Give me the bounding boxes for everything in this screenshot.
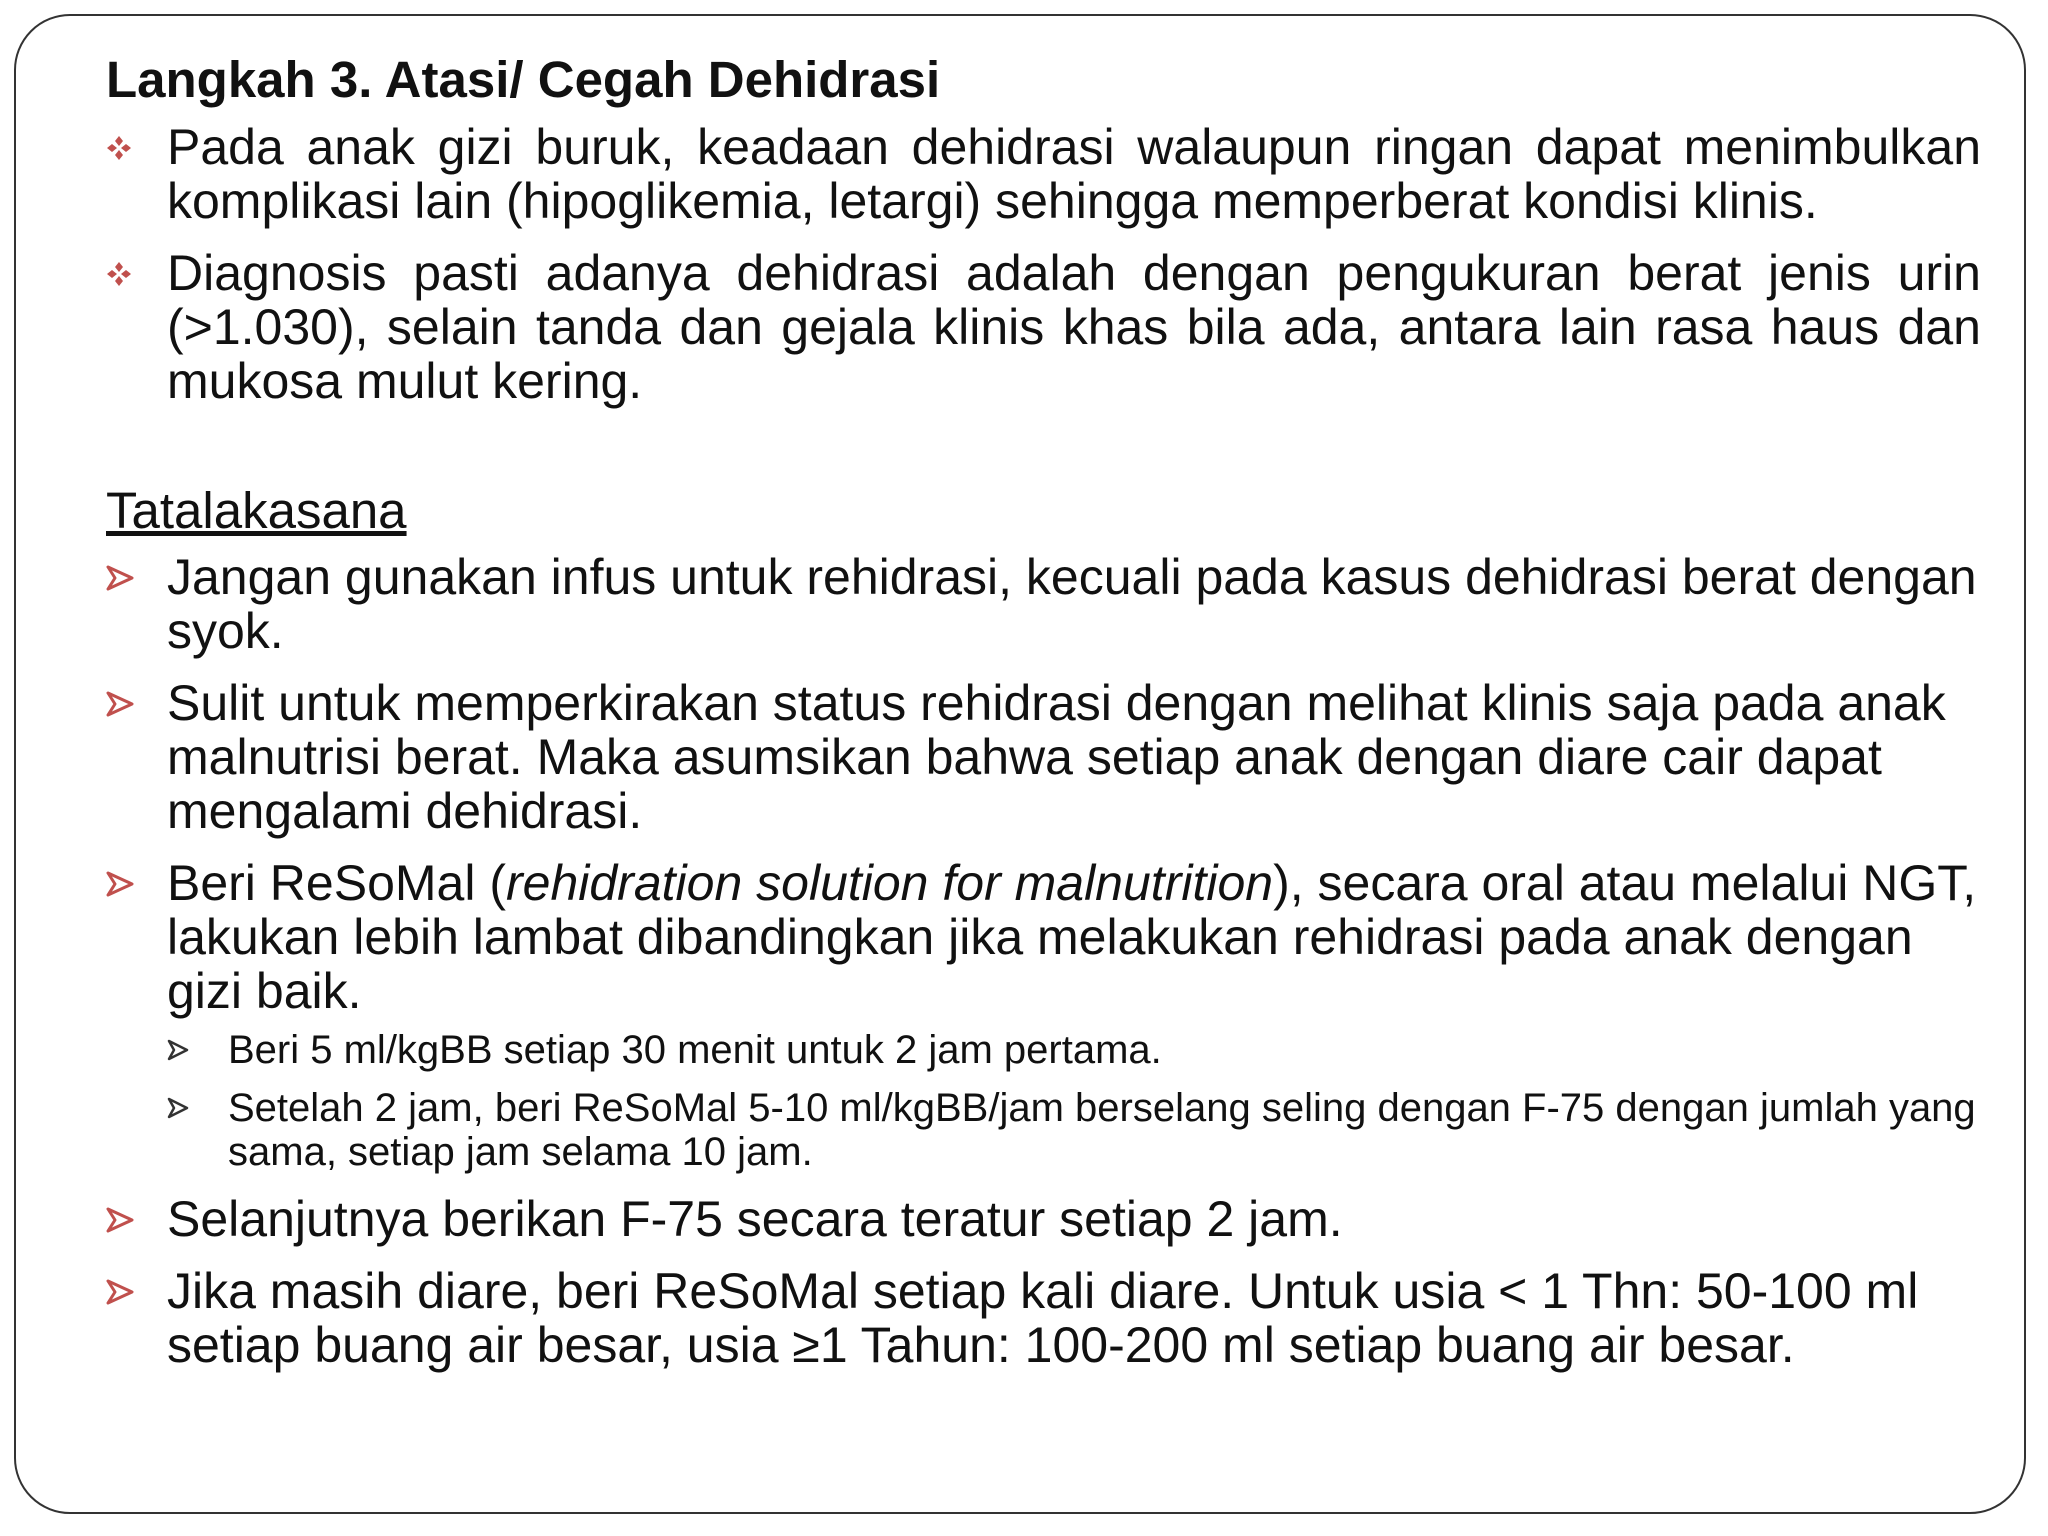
list-item [106,1264,1981,1372]
list-item [106,676,1981,838]
sub-bullet-text: Setelah 2 jam, beri ReSoMal 5-10 ml/kgBB/jam berselang seling dengan F-75 dengan jumlah yang sama, setiap jam selama 10 jam. [228,1086,1976,1174]
intro-bullet-list [106,120,1981,408]
bullet-text: Jangan gunakan infus untuk rehidrasi, kecuali pada kasus dehidrasi berat dengan syok. [167,549,1977,659]
dosage-sublist [167,1028,1981,1174]
list-item [106,120,1981,228]
slide-frame [14,14,2026,1514]
bullet-text-suffix: ), secara oral atau melalui NGT, lakukan lebih lambat dibandingkan jika melakukan rehidrasi pada anak dengan gizi baik. [167,855,1977,1019]
arrowhead-bullet-icon [106,676,146,717]
management-list [106,550,1981,1372]
arrowhead-bullet-icon [106,1192,146,1233]
arrowhead-bullet-icon [167,1028,207,1061]
bullet-text: Pada anak gizi buruk, keadaan dehidrasi walaupun ringan dapat menimbulkan komplikasi lain (hipoglikemia, letargi) sehingga memperberat kondisi klinis. [167,119,1981,229]
list-item [106,856,1981,1174]
list-item [106,1192,1981,1246]
arrowhead-bullet-icon [106,1264,146,1305]
bullet-text: Selanjutnya berikan F-75 secara teratur setiap 2 jam. [167,1191,1343,1247]
list-item [167,1028,1981,1072]
bullet-text: Jika masih diare, beri ReSoMal setiap kali diare. Untuk usia < 1 Thn: 50-100 ml setiap buang air besar, usia ≥1 Tahun: 100-200 ml setiap buang air besar. [167,1263,1919,1373]
slide-heading: Langkah 3. Atasi/ Cegah Dehidrasi [106,51,941,108]
section-spacer [106,426,1981,482]
four-diamond-bullet-icon [106,246,146,287]
arrowhead-bullet-icon [106,550,146,591]
arrowhead-bullet-icon [167,1086,207,1119]
list-item [167,1086,1981,1174]
bullet-text-italic: rehidration solution for malnutrition [506,855,1274,911]
arrowhead-bullet-icon [106,856,146,897]
bullet-text-prefix: Beri ReSoMal ( [167,855,506,911]
bullet-text: Sulit untuk memperkirakan status rehidrasi dengan melihat klinis saja pada anak malnutrisi berat. Maka asumsikan bahwa setiap anak dengan diare cair dapat mengalami dehidrasi. [167,675,1946,839]
list-item [106,246,1981,408]
section-title: Tatalakasana [106,482,407,539]
four-diamond-bullet-icon [106,120,146,161]
slide-content [106,48,1981,1390]
bullet-text: Diagnosis pasti adanya dehidrasi adalah dengan pengukuran berat jenis urin (>1.030), selain tanda dan gejala klinis khas bila ada, antara lain rasa haus dan mukosa mulut kering. [167,245,1981,409]
list-item [106,550,1981,658]
sub-bullet-text: Beri 5 ml/kgBB setiap 30 menit untuk 2 jam pertama. [228,1028,1162,1072]
